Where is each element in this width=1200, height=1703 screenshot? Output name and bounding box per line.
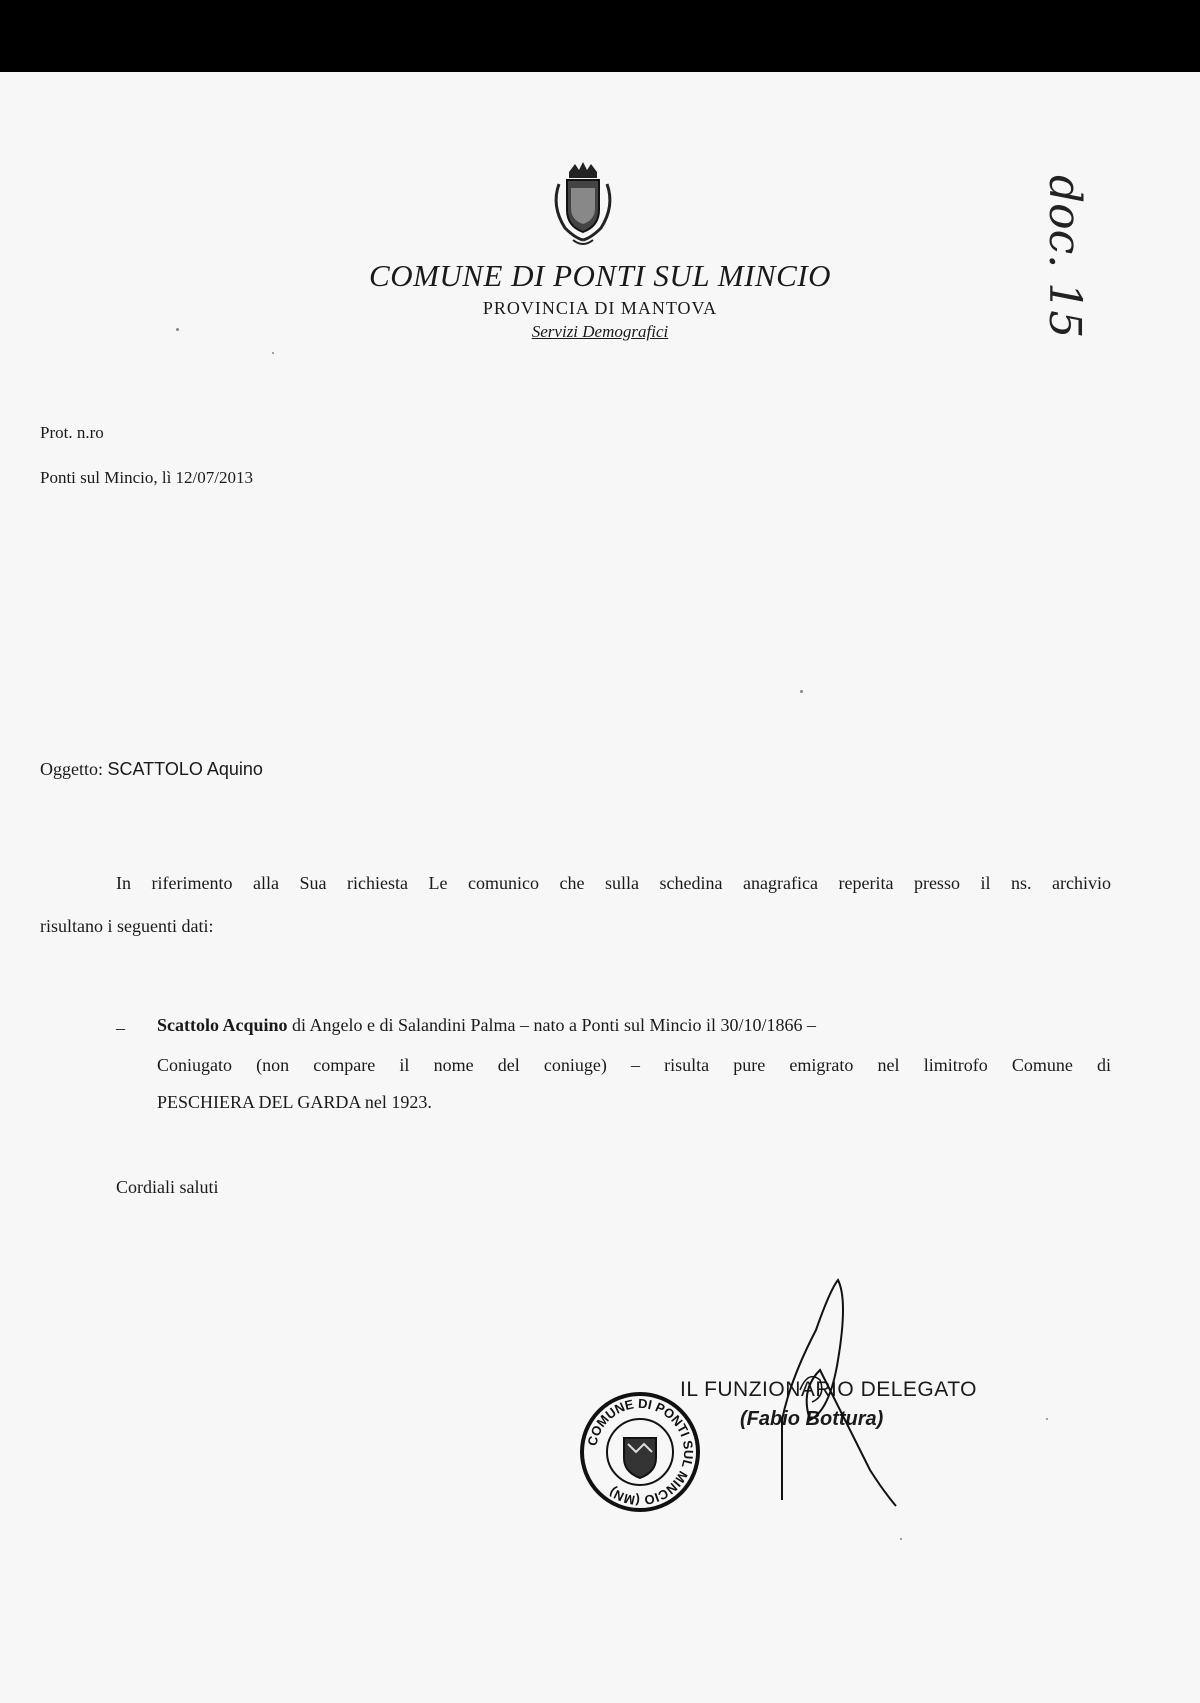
- record-line-1-text: di Angelo e di Salandini Palma – nato a Ponti sul Mincio il 30/10/1866 –: [287, 1015, 816, 1035]
- stamp-text: COMUNE DI PONTI SUL MINCIO (MN): [584, 1395, 697, 1509]
- coat-of-arms-icon: [545, 158, 621, 248]
- handwritten-margin-note: doc. 15: [1039, 175, 1090, 339]
- province-line: PROVINCIA DI MANTOVA: [482, 298, 718, 318]
- subject-value: SCATTOLO Aquino: [107, 759, 263, 779]
- scan-speck: [272, 352, 274, 354]
- scan-speck: [900, 1538, 902, 1540]
- record-line-3-text: nel 1923.: [360, 1092, 432, 1112]
- body-paragraph-line-1: In riferimento alla Sua richiesta Le comunico che sulla schedina anagrafica reperita presso il ns. archivio: [116, 873, 1111, 893]
- scan-speck: [176, 328, 179, 331]
- record-person-name: Scattolo Acquino: [157, 1015, 288, 1035]
- closing-greeting: Cordiali saluti: [116, 1177, 219, 1197]
- scan-top-border: [0, 0, 1200, 72]
- scan-speck: [1046, 1418, 1048, 1420]
- record-line-2: Coniugato (non compare il nome del coniuge) – risulta pure emigrato nel limitrofo Comune di: [157, 1055, 1111, 1075]
- list-bullet: –: [116, 1018, 125, 1038]
- signatory-title: IL FUNZIONARIO DELEGATO: [680, 1378, 977, 1401]
- protocol-number-label: Prot. n.ro: [40, 423, 104, 442]
- place-and-date: Ponti sul Mincio, lì 12/07/2013: [40, 468, 253, 487]
- signatory-name: (Fabio Bottura): [740, 1408, 884, 1430]
- record-line-3: [157, 1092, 432, 1113]
- official-stamp-icon: [578, 1390, 702, 1514]
- handwritten-signature-icon: [760, 1270, 920, 1510]
- subject-label: Oggetto:: [40, 759, 103, 779]
- body-paragraph-line-2: risultano i seguenti dati:: [40, 916, 214, 936]
- department-line: Servizi Demografici: [531, 322, 669, 341]
- subject-line: [40, 759, 263, 780]
- scan-speck: [800, 690, 803, 693]
- record-destination: PESCHIERA DEL GARDA: [157, 1092, 361, 1112]
- municipality-title: COMUNE DI PONTI SUL MINCIO: [369, 258, 831, 293]
- record-line-1: [157, 1015, 816, 1036]
